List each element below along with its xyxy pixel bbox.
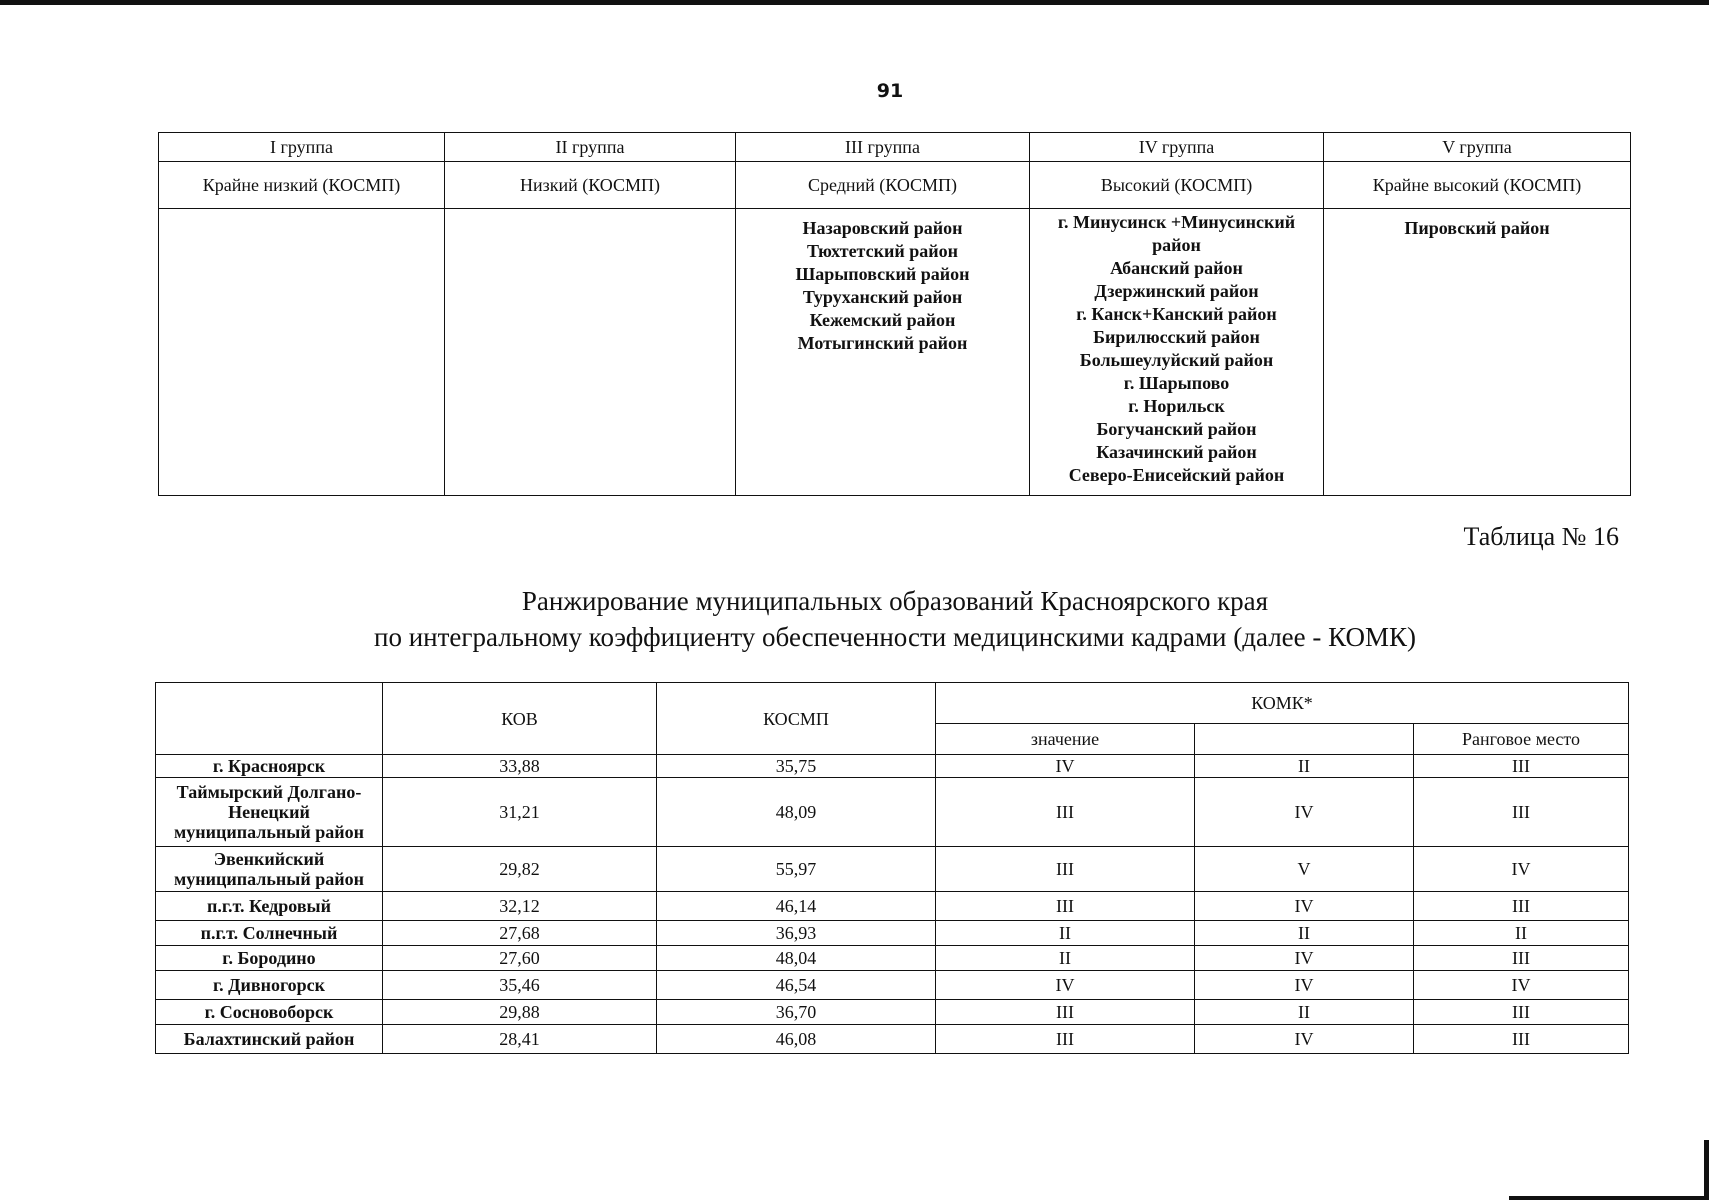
list-item: г. Шарыпово bbox=[1123, 373, 1230, 393]
table-row bbox=[156, 971, 1629, 1000]
row-kosmp: 46,14 bbox=[657, 892, 936, 921]
group-header: V группа bbox=[1324, 133, 1631, 162]
row-kov: 29,82 bbox=[383, 847, 657, 892]
row-c1: II bbox=[936, 946, 1195, 971]
list-item: Северо-Енисейский район bbox=[1068, 465, 1285, 485]
row-kosmp: 36,93 bbox=[657, 921, 936, 946]
group1-list bbox=[159, 209, 445, 496]
row-c3: II bbox=[1414, 921, 1629, 946]
list-item: Кежемский район bbox=[809, 310, 956, 330]
rank-subheader-blank bbox=[1195, 724, 1414, 755]
row-kosmp: 46,08 bbox=[657, 1025, 936, 1054]
table-row bbox=[156, 755, 1629, 778]
row-kov: 28,41 bbox=[383, 1025, 657, 1054]
group-header: IV группа bbox=[1030, 133, 1324, 162]
table-row bbox=[156, 892, 1629, 921]
row-c2: IV bbox=[1195, 778, 1414, 847]
row-name: г. Бородино bbox=[156, 946, 383, 971]
list-item: Мотыгинский район bbox=[797, 333, 968, 353]
page-number: 91 bbox=[876, 80, 904, 102]
group-level: Крайне высокий (КОСМП) bbox=[1324, 162, 1631, 209]
row-c1: III bbox=[936, 1000, 1195, 1025]
row-c1: IV bbox=[936, 755, 1195, 778]
table-row bbox=[156, 847, 1629, 892]
group3-list bbox=[736, 209, 1030, 496]
row-name: п.г.т. Солнечный bbox=[156, 921, 383, 946]
row-kosmp: 55,97 bbox=[657, 847, 936, 892]
table-title-line2: по интегральному коэффициенту обеспеченности медицинскими кадрами (далее - КОМК) bbox=[374, 622, 1416, 652]
row-c2: II bbox=[1195, 921, 1414, 946]
row-kosmp: 36,70 bbox=[657, 1000, 936, 1025]
row-name: Балахтинский район bbox=[156, 1025, 383, 1054]
table-row bbox=[156, 778, 1629, 847]
list-item: Пировский район bbox=[1404, 218, 1550, 238]
row-kov: 31,21 bbox=[383, 778, 657, 847]
groups-body-row bbox=[159, 209, 1631, 496]
row-name: г. Красноярск bbox=[156, 755, 383, 778]
rank-header-kov: КОВ bbox=[383, 683, 657, 755]
row-c3: III bbox=[1414, 1025, 1629, 1054]
row-name: г. Сосновоборск bbox=[156, 1000, 383, 1025]
row-c3: III bbox=[1414, 946, 1629, 971]
group-header: III группа bbox=[736, 133, 1030, 162]
group-header: II группа bbox=[445, 133, 736, 162]
row-c2: IV bbox=[1195, 892, 1414, 921]
list-item: Казачинский район bbox=[1096, 442, 1257, 462]
groups-table bbox=[158, 132, 1631, 496]
group-level: Низкий (КОСМП) bbox=[445, 162, 736, 209]
group5-list bbox=[1324, 209, 1631, 496]
list-item: г. Минусинск +Минусинский район bbox=[1057, 212, 1296, 255]
group2-list bbox=[445, 209, 736, 496]
row-c2: II bbox=[1195, 755, 1414, 778]
row-c2: V bbox=[1195, 847, 1414, 892]
rank-subheader-value: значение bbox=[936, 724, 1195, 755]
group-level: Высокий (КОСМП) bbox=[1030, 162, 1324, 209]
rank-header-blank bbox=[156, 683, 383, 755]
list-item: г. Норильск bbox=[1128, 396, 1225, 416]
list-item: Тюхтетский район bbox=[807, 241, 958, 261]
table-label: Таблица № 16 bbox=[1463, 522, 1619, 551]
row-c3: III bbox=[1414, 892, 1629, 921]
row-kov: 35,46 bbox=[383, 971, 657, 1000]
scan-edge-bottom bbox=[1509, 1196, 1709, 1200]
row-name: Эвенкийский муниципальный район bbox=[156, 847, 383, 892]
row-c3: III bbox=[1414, 1000, 1629, 1025]
list-item: Бирилюсский район bbox=[1093, 327, 1260, 347]
row-name: Таймырский Долгано-Ненецкий муниципальный район bbox=[156, 778, 383, 847]
row-name: п.г.т. Кедровый bbox=[156, 892, 383, 921]
list-item: Назаровский район bbox=[802, 218, 963, 238]
row-kov: 33,88 bbox=[383, 755, 657, 778]
list-item: Дзержинский район bbox=[1094, 281, 1259, 301]
row-c1: II bbox=[936, 921, 1195, 946]
row-c2: II bbox=[1195, 1000, 1414, 1025]
rank-header-komk: КОМК* bbox=[936, 683, 1629, 724]
row-c2: IV bbox=[1195, 946, 1414, 971]
scan-edge-top bbox=[0, 0, 1709, 5]
table-title-line1: Ранжирование муниципальных образований Красноярского края bbox=[521, 586, 1269, 616]
row-kosmp: 48,09 bbox=[657, 778, 936, 847]
table-row bbox=[156, 946, 1629, 971]
list-item: г. Канск+Канский район bbox=[1076, 304, 1277, 324]
row-kosmp: 35,75 bbox=[657, 755, 936, 778]
row-kosmp: 48,04 bbox=[657, 946, 936, 971]
ranking-table bbox=[155, 682, 1629, 1054]
row-kov: 27,68 bbox=[383, 921, 657, 946]
list-item: Шарыповский район bbox=[795, 264, 970, 284]
row-c1: III bbox=[936, 847, 1195, 892]
table-row bbox=[156, 1025, 1629, 1054]
groups-level-row bbox=[159, 162, 1631, 209]
group-level: Средний (КОСМП) bbox=[736, 162, 1030, 209]
groups-header-row bbox=[159, 133, 1631, 162]
list-item: Большеулуйский район bbox=[1079, 350, 1274, 370]
scan-edge-right bbox=[1704, 1140, 1709, 1200]
row-c3: III bbox=[1414, 778, 1629, 847]
row-c1: III bbox=[936, 778, 1195, 847]
row-c1: III bbox=[936, 892, 1195, 921]
rank-subheader-rank: Ранговое место bbox=[1414, 724, 1629, 755]
row-c1: IV bbox=[936, 971, 1195, 1000]
list-item: Туруханский район bbox=[802, 287, 963, 307]
rank-header-kosmp: КОСМП bbox=[657, 683, 936, 755]
row-c2: IV bbox=[1195, 971, 1414, 1000]
group-header: I группа bbox=[159, 133, 445, 162]
row-kov: 32,12 bbox=[383, 892, 657, 921]
table-row bbox=[156, 921, 1629, 946]
group-level: Крайне низкий (КОСМП) bbox=[159, 162, 445, 209]
rank-header-row bbox=[156, 683, 1629, 724]
list-item: Абанский район bbox=[1110, 258, 1243, 278]
row-c3: IV bbox=[1414, 971, 1629, 1000]
row-c1: III bbox=[936, 1025, 1195, 1054]
row-c3: IV bbox=[1414, 847, 1629, 892]
row-kov: 29,88 bbox=[383, 1000, 657, 1025]
group4-list bbox=[1030, 209, 1324, 496]
row-name: г. Дивногорск bbox=[156, 971, 383, 1000]
row-kosmp: 46,54 bbox=[657, 971, 936, 1000]
row-c3: III bbox=[1414, 755, 1629, 778]
list-item: Богучанский район bbox=[1096, 419, 1257, 439]
row-c2: IV bbox=[1195, 1025, 1414, 1054]
row-kov: 27,60 bbox=[383, 946, 657, 971]
table-row bbox=[156, 1000, 1629, 1025]
